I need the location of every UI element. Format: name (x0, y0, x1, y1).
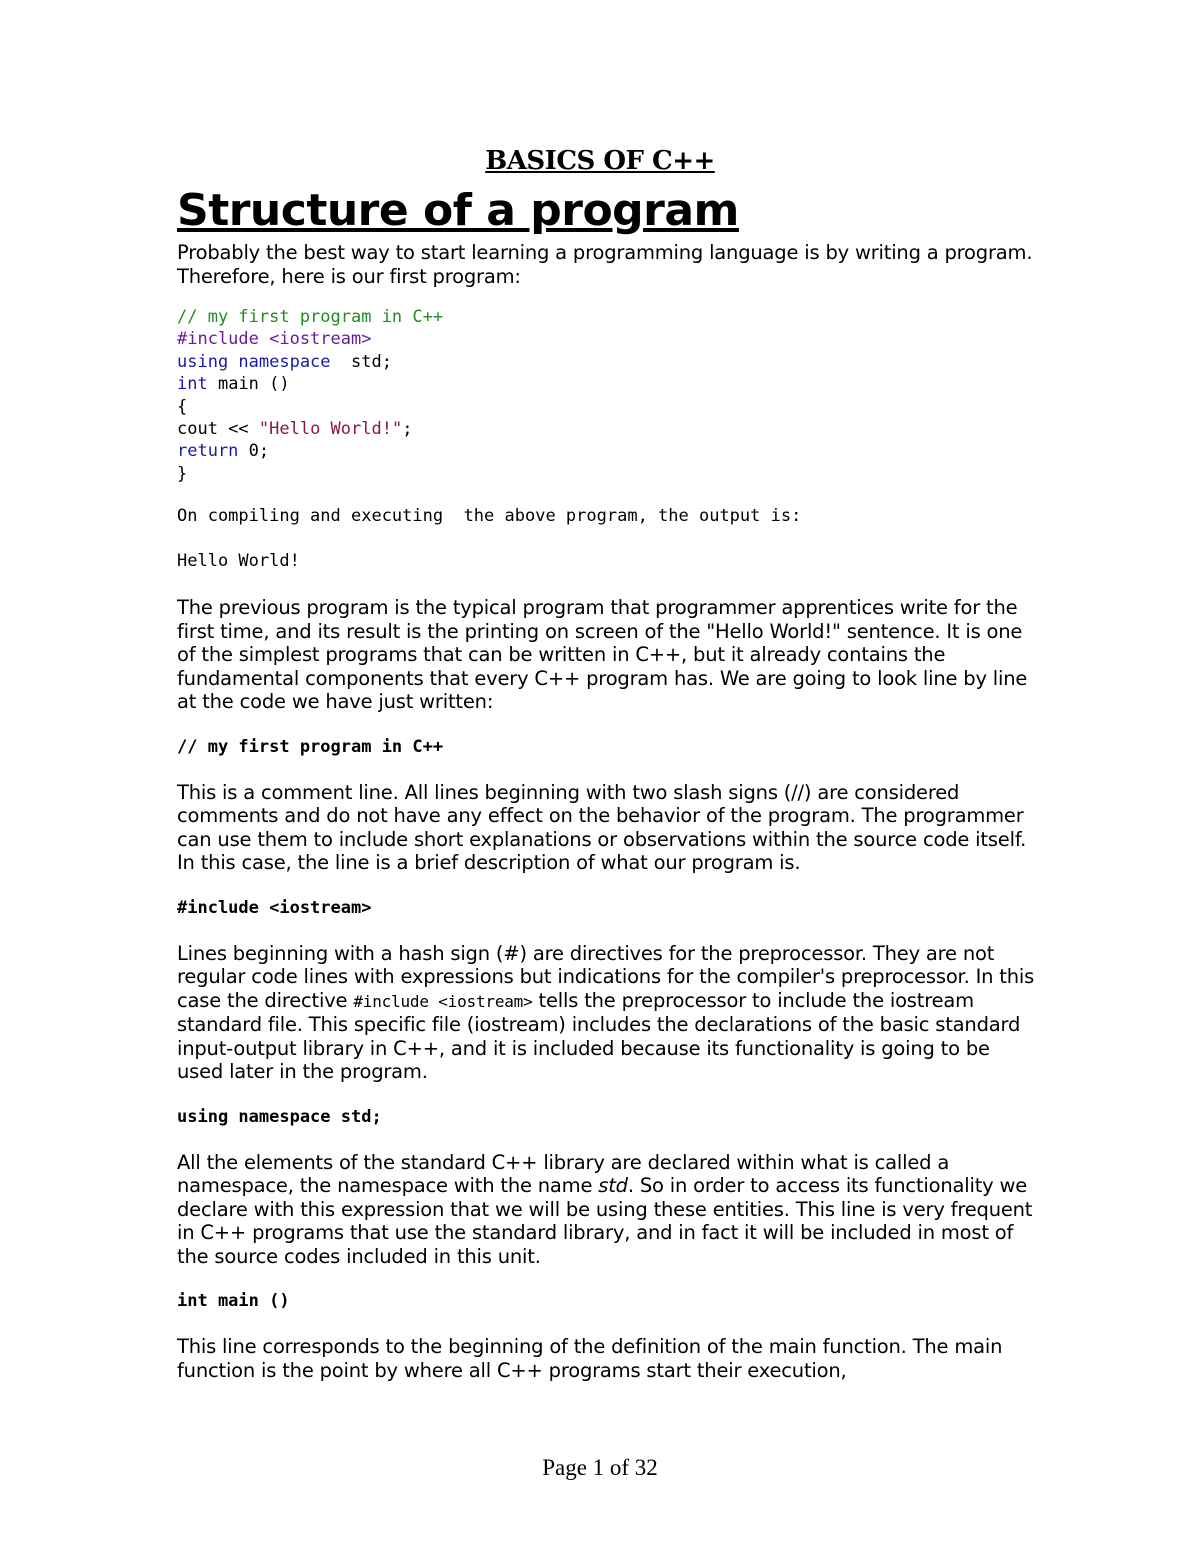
namespace-text-before: All the elements of the standard C++ library are declared within what is called a namespace, the namespace with the name (177, 1150, 950, 1198)
code-return-rest: 0; (238, 441, 270, 462)
code-using-rest: std; (330, 351, 392, 372)
document-title: BASICS OF C++ (485, 146, 715, 176)
code-line-main (177, 373, 1037, 395)
include-inline-code: #include <iostream> (353, 991, 533, 1011)
page-footer: Page 1 of 32 (542, 1455, 658, 1480)
code-line-comment: // my first program in C++ (177, 307, 444, 327)
program-output: Hello World! (177, 551, 300, 572)
section-code-comment: // my first program in C++ (177, 736, 444, 757)
code-line-using (177, 351, 1037, 373)
intro-paragraph: Probably the best way to start learning a programming language is by writing a program. Therefore, here is our first program: (177, 241, 1033, 288)
include-description (177, 942, 1037, 1084)
code-block (177, 306, 1037, 485)
include-text-after: tells the preprocessor to include the iostream standard file. This specific file (iostream) includes the declarations of the basic standard input-output library in C++, and it is included because its functionality is going to be used later in the program. (177, 988, 1021, 1084)
code-line-open-brace: { (177, 396, 188, 417)
keyword-int: int (177, 374, 208, 395)
explanation-paragraph: The previous program is the typical program that programmer apprentices write for the first time, and its result is the printing on screen of the "Hello World!" sentence. It is one of the simplest programs that can be written in C++, but it already contains the fundamental components that every C++ program has. We are going to look line by line at the code we have just written: (177, 596, 1028, 714)
section-code-include: #include <iostream> (177, 897, 372, 918)
code-string-literal: "Hello World!" (258, 419, 403, 440)
code-cout-pre: cout << (177, 419, 259, 440)
keyword-return: return (177, 441, 239, 462)
section-code-main: int main () (177, 1291, 290, 1312)
page-content (177, 143, 1037, 1382)
section-code-namespace: using namespace std; (177, 1106, 382, 1127)
output-intro: On compiling and executing the above program, the output is: (177, 506, 802, 527)
section-heading: Structure of a program (177, 185, 739, 236)
comment-description: This is a comment line. All lines beginning with two slash signs (//) are considered comments and do not have any effect on the behavior of the program. The programmer can use them to include short explanations or observations within the source code itself. In this case, the line is a brief description of what our program is. (177, 780, 1027, 875)
code-cout-post: ; (402, 419, 413, 440)
keyword-using-namespace: using namespace (177, 351, 331, 372)
namespace-italic-std: std (598, 1174, 628, 1198)
main-description: This line corresponds to the beginning of the definition of the main function. The main function is the point by where all C++ programs start their execution, (177, 1335, 1003, 1382)
code-main-rest: main () (207, 374, 290, 395)
code-line-return (177, 440, 1037, 462)
code-line-close-brace: } (177, 463, 188, 484)
namespace-text-after: . So in order to access its functionality we declare with this expression that we will be using these entities. This line is very frequent in C++ programs that use the standard library, and in fact it will be included in most of the source codes included in this unit. (177, 1174, 1033, 1268)
include-text-before: Lines beginning with a hash sign (#) are directives for the preprocessor. They are not regular code lines with expressions but indications for the compiler's preprocessor. In this case the directive (177, 941, 1035, 1012)
code-line-cout (177, 418, 1037, 440)
code-line-include: #include <iostream> (177, 329, 372, 350)
namespace-description (177, 1151, 1037, 1269)
